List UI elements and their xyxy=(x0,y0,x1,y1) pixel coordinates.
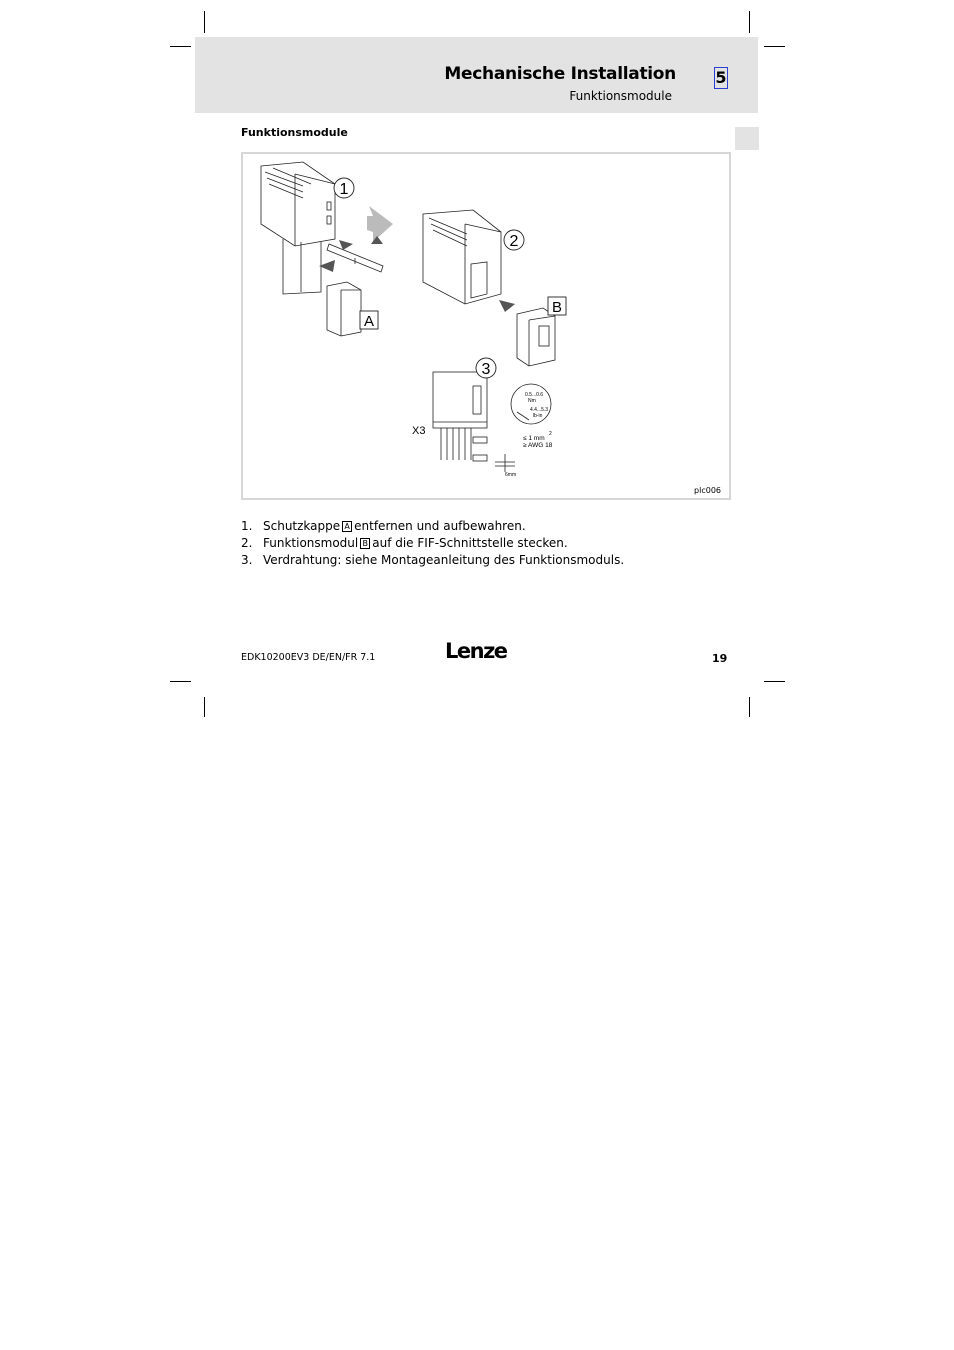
crop-mark xyxy=(764,46,785,47)
wire-awg: ≥ AWG 18 xyxy=(523,442,553,449)
torque-unit: Nm xyxy=(528,398,536,404)
chapter-number-link[interactable]: 5 xyxy=(715,68,727,87)
step-label: 3 xyxy=(481,361,491,378)
step-text: Funktionsmodul xyxy=(263,536,359,550)
installation-figure xyxy=(241,152,731,500)
torque-spec: 0.5...0.6 xyxy=(525,392,544,398)
section-title: Funktionsmodule xyxy=(241,126,348,139)
side-tab-marker xyxy=(735,127,759,150)
chapter-header xyxy=(195,37,758,113)
document-code: EDK10200EV3 DE/EN/FR 7.1 xyxy=(241,652,376,663)
strip-length: 6mm xyxy=(505,472,517,478)
chapter-title: Mechanische Installation xyxy=(444,64,676,84)
crop-mark xyxy=(170,46,191,47)
chapter-subtitle: Funktionsmodule xyxy=(569,89,672,103)
step-text: Schutzkappe xyxy=(263,519,341,533)
brand-logo: Lenze xyxy=(445,639,507,663)
part-label-a: A xyxy=(363,313,375,330)
crop-mark xyxy=(749,11,750,33)
part-label-b: B xyxy=(551,299,563,316)
part-ref-box: B xyxy=(360,538,370,549)
page-number: 19 xyxy=(712,652,728,665)
list-item xyxy=(241,535,624,552)
wire-cross-section: ≤ 1 mm xyxy=(523,435,545,442)
step-number: 2. xyxy=(241,536,253,550)
list-item xyxy=(241,518,624,535)
wire-superscript: 2 xyxy=(549,431,552,437)
crop-mark xyxy=(170,681,191,682)
crop-mark xyxy=(204,697,205,717)
connector-label: X3 xyxy=(412,425,426,437)
step-text: Verdrahtung: siehe Montageanleitung des Funktionsmoduls. xyxy=(263,553,625,567)
crop-mark xyxy=(749,697,750,717)
step-label: 1 xyxy=(339,181,349,198)
instruction-list xyxy=(241,518,624,569)
step-label: 2 xyxy=(509,233,519,250)
step-text: entfernen und aufbewahren. xyxy=(354,519,526,533)
list-item xyxy=(241,552,624,569)
crop-mark xyxy=(764,681,785,682)
part-ref-box: A xyxy=(342,521,352,532)
figure-id: plc006 xyxy=(694,486,721,495)
torque-spec-imperial: 4.4...5.3 xyxy=(530,407,549,413)
installation-diagram xyxy=(243,154,729,498)
step-text: auf die FIF-Schnittstelle stecken. xyxy=(372,536,568,550)
crop-mark xyxy=(204,11,205,33)
step-number: 3. xyxy=(241,553,253,567)
step-number: 1. xyxy=(241,519,253,533)
torque-unit-imperial: lb-in xyxy=(533,413,543,419)
